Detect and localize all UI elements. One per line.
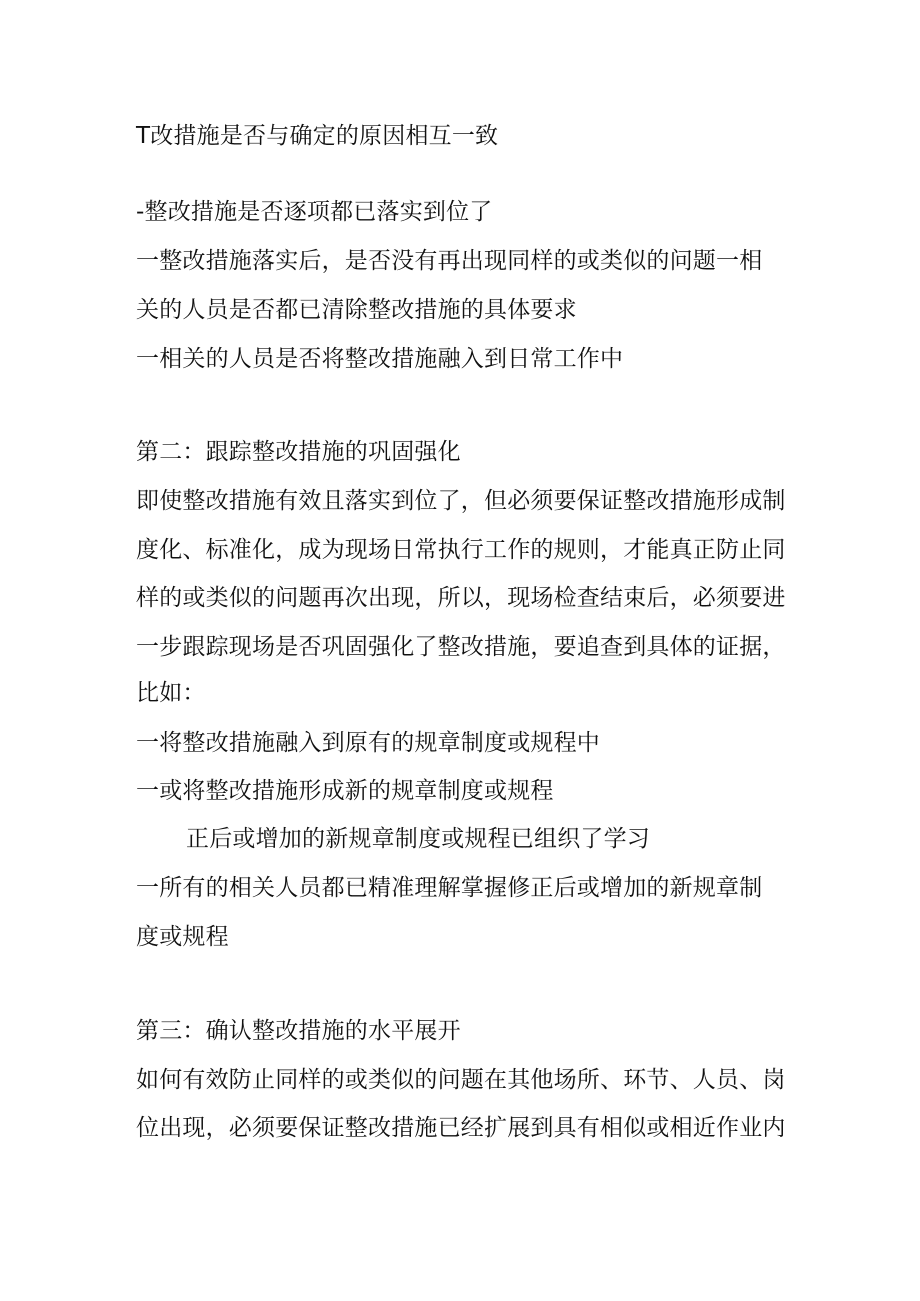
- text-line-10: 一步跟踪现场是否巩固强化了整改措施，要追查到具体的证据，: [136, 634, 786, 660]
- text-line-2: -整改措施是否逐项都已落实到位了: [136, 199, 493, 225]
- text-line-7: 即使整改措施有效且落实到位了，但必须要保证整改措施形成制: [136, 488, 786, 514]
- text-line-4: 关的人员是否都已清除整改措施的具体要求: [136, 297, 577, 323]
- text-line-12: 一将整改措施融入到原有的规章制度或规程中: [136, 730, 600, 756]
- text-line-3: 一整改措施落实后，是否没有再出现同样的或类似的问题一相: [136, 248, 763, 274]
- section-heading-2: 第二：跟踪整改措施的巩固强化: [136, 439, 461, 465]
- text-line-1: T改措施是否与确定的原因相互一致: [136, 123, 499, 149]
- text-line-5: 一相关的人员是否将整改措施融入到日常工作中: [136, 346, 624, 372]
- section-heading-3: 第三：确认整改措施的水平展开: [136, 1018, 461, 1044]
- text-line-16: 度或规程: [136, 924, 229, 950]
- text-line-9: 样的或类似的问题再次出现，所以，现场检查结束后，必须要进: [136, 585, 786, 611]
- text-line-11: 比如：: [136, 680, 206, 706]
- text-line-18: 如何有效防止同样的或类似的问题在其他场所、环节、人员、岗: [136, 1067, 786, 1093]
- text-line-19: 位出现，必须要保证整改措施已经扩展到具有相似或相近作业内: [136, 1115, 786, 1141]
- text-line-13: 一或将整改措施形成新的规章制度或规程: [136, 778, 554, 804]
- text-line-14: 正后或增加的新规章制度或规程已组织了学习: [186, 826, 650, 852]
- text-line-15: 一所有的相关人员都已精准理解掌握修正后或增加的新规章制: [136, 875, 763, 901]
- text-line-8: 度化、标准化，成为现场日常执行工作的规则，才能真正防止同: [136, 537, 786, 563]
